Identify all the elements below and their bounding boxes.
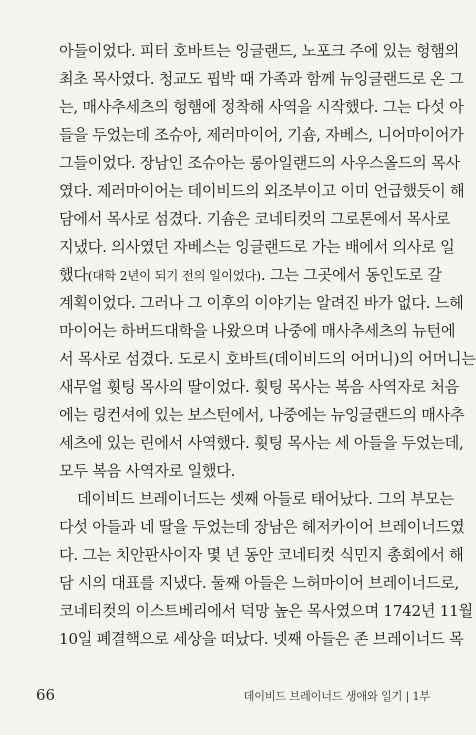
- text-line: 그들이었다. 장남인 조슈아는 롱아일랜드의 사우스올드의 목사: [59, 154, 460, 172]
- text-line: 다. 그는 치안판사이자 몇 년 동안 코네티컷 식민지 총회에서 해: [59, 546, 464, 564]
- text-line: 담에서 목사로 섬겼다. 기숌은 코네티컷의 그로톤에서 목사로: [59, 210, 450, 228]
- text-line: 였다. 제러마이어는 데이비드의 외조부이고 이미 언급했듯이 해: [59, 182, 465, 200]
- text-line: 들을 두었는데 조슈아, 제러마이어, 기숌, 자베스, 니어마이어가: [59, 126, 464, 144]
- text-line: 코네티컷의 이스트베리에서 덕망 높은 목사였으며 1742년 11월: [59, 602, 473, 620]
- text-line: 새무얼 휫팅 목사의 딸이었다. 휫팅 목사는 복음 사역자로 처음: [59, 378, 460, 396]
- text-line: 다섯 아들과 네 딸을 두었는데 장남은 헤저카이어 브레이너드였: [59, 518, 465, 536]
- parenthetical-note: (대학 2년이 되기 전의 일이었다): [87, 268, 261, 283]
- text-line: 는, 매사추세츠의 헝햄에 정착해 사역을 시작했다. 그는 다섯 아: [59, 98, 464, 116]
- text-line: 10일 폐결핵으로 세상을 떠났다. 넷째 아들은 존 브레이너드 목: [59, 630, 464, 648]
- body-text: [59, 37, 476, 653]
- text-line: 에는 링컨셔에 있는 보스턴에서, 나중에는 뉴잉글랜드의 매사추: [59, 406, 465, 424]
- text-line: 최초 목사였다. 청교도 핍박 때 가족과 함께 뉴잉글랜드로 온 그: [59, 70, 464, 88]
- text-line: 계획이었다. 그러나 그 이후의 이야기는 알려진 바가 없다. 느헤: [59, 294, 464, 312]
- page-number: 66: [36, 686, 56, 704]
- text-line: 아들이었다. 피터 호바트는 잉글랜드, 노포크 주에 있는 헝햄의: [59, 42, 460, 60]
- text-line: 담 시의 대표를 지냈다. 둘째 아들은 느허마이어 브레이너드로,: [59, 574, 460, 592]
- text-line: 지냈다. 의사였던 자베스는 잉글랜드로 가는 배에서 의사로 일: [59, 238, 455, 256]
- paragraph-first-line: 데이비드 브레이너드는 셋째 아들로 태어났다. 그의 부모는: [77, 490, 454, 508]
- text-line: 모두 복음 사역자로 일했다.: [59, 462, 236, 480]
- text-fragment: . 그는 그곳에서 동인도로 갈: [260, 266, 442, 284]
- text-line: 마이어는 하버드대학을 나왔으며 나중에 매사추세츠의 뉴턴에: [59, 322, 456, 340]
- text-line-with-note: [59, 261, 442, 289]
- text-line: 세츠에 있는 린에서 사역했다. 휫팅 목사는 세 아들을 두었는데,: [59, 434, 464, 452]
- text-line: 서 목사로 섬겼다. 도로시 호바트(데이비드의 어머니)의 어머니는: [59, 350, 476, 368]
- text-fragment: 했다: [59, 266, 88, 284]
- running-footer-title: 데이비드 브레이너드 생애와 일기 | 1부: [243, 690, 430, 703]
